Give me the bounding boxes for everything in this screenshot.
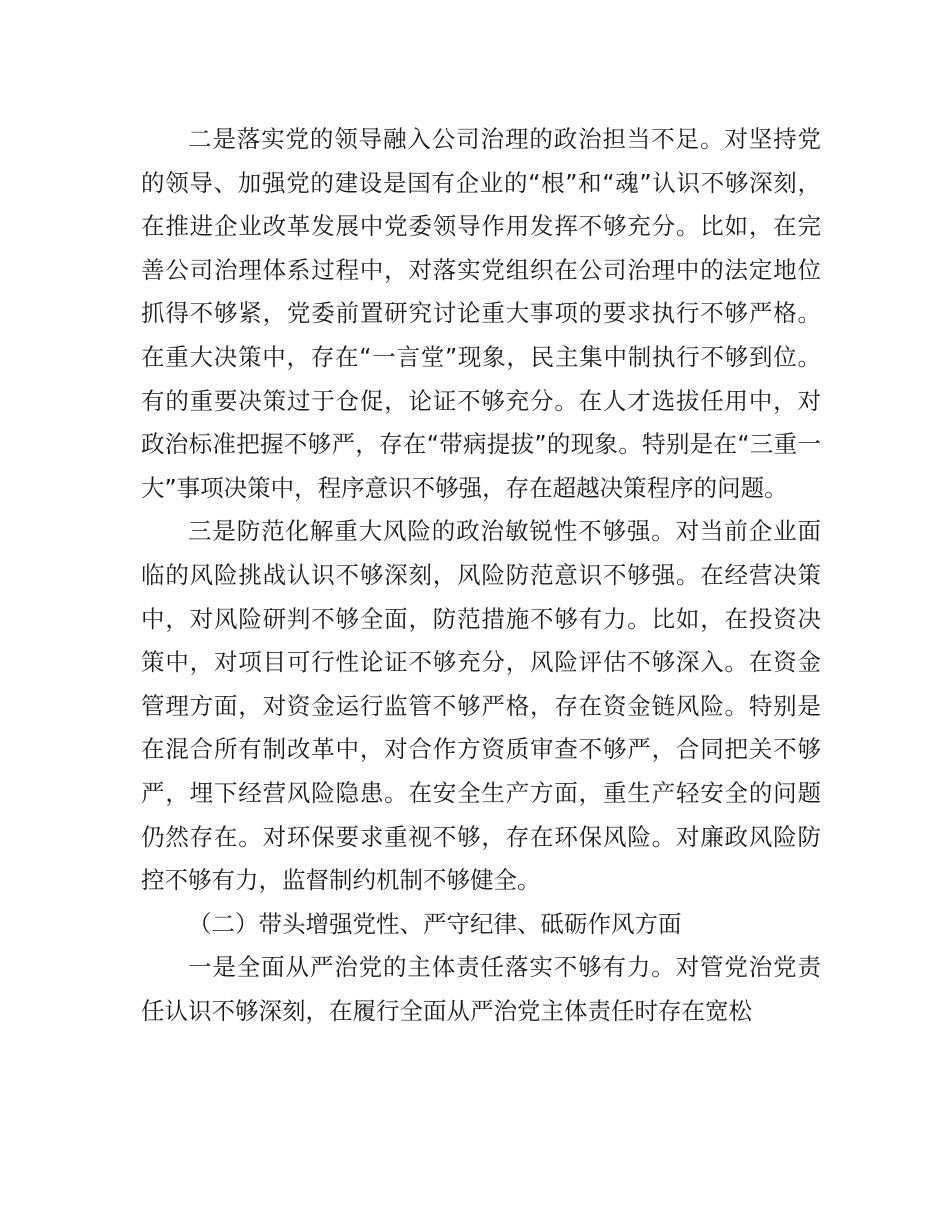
- paragraph-party-discipline: 一是全面从严治党的主体责任落实不够有力。对管党治党责任认识不够深刻，在履行全面从严治党主体责任时存在宽松: [141, 953, 821, 1025]
- paragraph-party-leadership: 二是落实党的领导融入公司治理的政治担当不足。对坚持党的领导、加强党的建设是国有企业的“根”和“魂”认识不够深刻，在推进企业改革发展中党委领导作用发挥不够充分。比如，在完善公司治理体系过程中，对落实党组织在公司治理中的法定地位抓得不够紧，党委前置研究讨论重大事项的要求执行不够严格。在重大决策中，存在“一言堂”现象，民主集中制执行不够到位。有的重要决策过于仓促，论证不够充分。在人才选拔任用中，对政治标准把握不够严，存在“带病提拔”的现象。特别是在“三重一大”事项决策中，程序意识不够强，存在超越决策程序的问题。: [141, 125, 821, 502]
- document-body: [141, 118, 821, 1033]
- paragraph-risk-prevention: 三是防范化解重大风险的政治敏锐性不够强。对当前企业面临的风险挑战认识不够深刻，风险防范意识不够强。在经营决策中，对风险研判不够全面，防范措施不够有力。比如，在投资决策中，对项目可行性论证不够充分，风险评估不够深入。在资金管理方面，对资金运行监管不够严格，存在资金链风险。特别是在混合所有制改革中，对合作方资质审查不够严，合同把关不够严，埋下经营风险隐患。在安全生产方面，重生产轻安全的问题仍然存在。对环保要求重视不够，存在环保风险。对廉政风险防控不够有力，监督制约机制不够健全。: [141, 517, 821, 895]
- section-heading: （二）带头增强党性、严守纪律、砥砺作风方面: [188, 909, 682, 938]
